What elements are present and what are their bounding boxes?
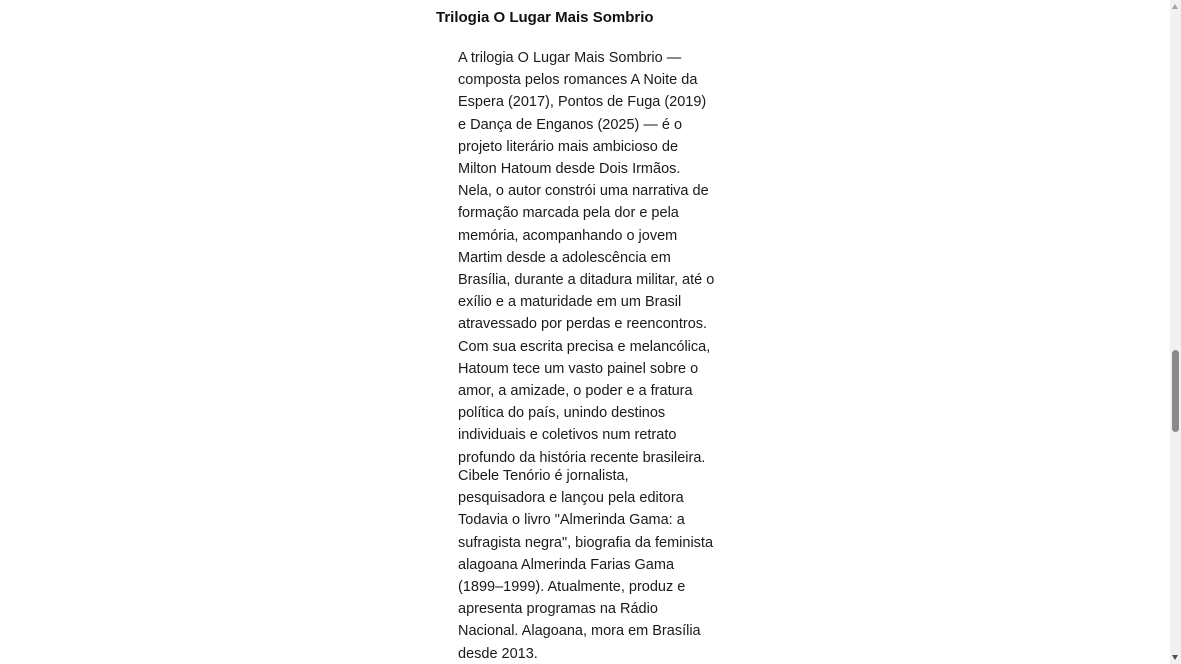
scrollbar-thumb[interactable] [1172,350,1179,432]
paragraph-author-bio: Cibele Tenório é jornalista, pesquisadora e lançou pela editora Todavia o livro "Almerinda Gama: a sufragista negra", biografia da feminista alagoana Almerinda Farias Gama (1899–1999). Atualmente, produz e apresenta programas na Rádio Nacional. Alagoana, mora em Brasília desde 2013. [458,468,714,662]
scroll-down-arrow-icon[interactable] [1172,655,1178,660]
vertical-scrollbar[interactable] [1170,0,1181,664]
section-title: Trilogia O Lugar Mais Sombrio [436,9,654,26]
scroll-up-arrow-icon[interactable] [1172,4,1178,9]
paragraph-trilogy-description: A trilogia O Lugar Mais Sombrio — composta pelos romances A Noite da Espera (2017), Pontos de Fuga (2019) e Dança de Enganos (2025) — é o projeto literário mais ambicioso de Milton Hatoum desde Dois Irmãos. Nela, o autor constrói uma narrativa de formação marcada pela dor e pela memória, acompanhando o jovem Martim desde a adolescência em Brasília, durante a ditadura militar, até o exílio e a maturidade em um Brasil atravessado por perdas e reencontros. Com sua escrita precisa e melancólica, Hatoum tece um vasto painel sobre o amor, a amizade, o poder e a fratura política do país, unindo destinos individuais e coletivos num retrato profundo da história recente brasileira. [458,50,715,466]
